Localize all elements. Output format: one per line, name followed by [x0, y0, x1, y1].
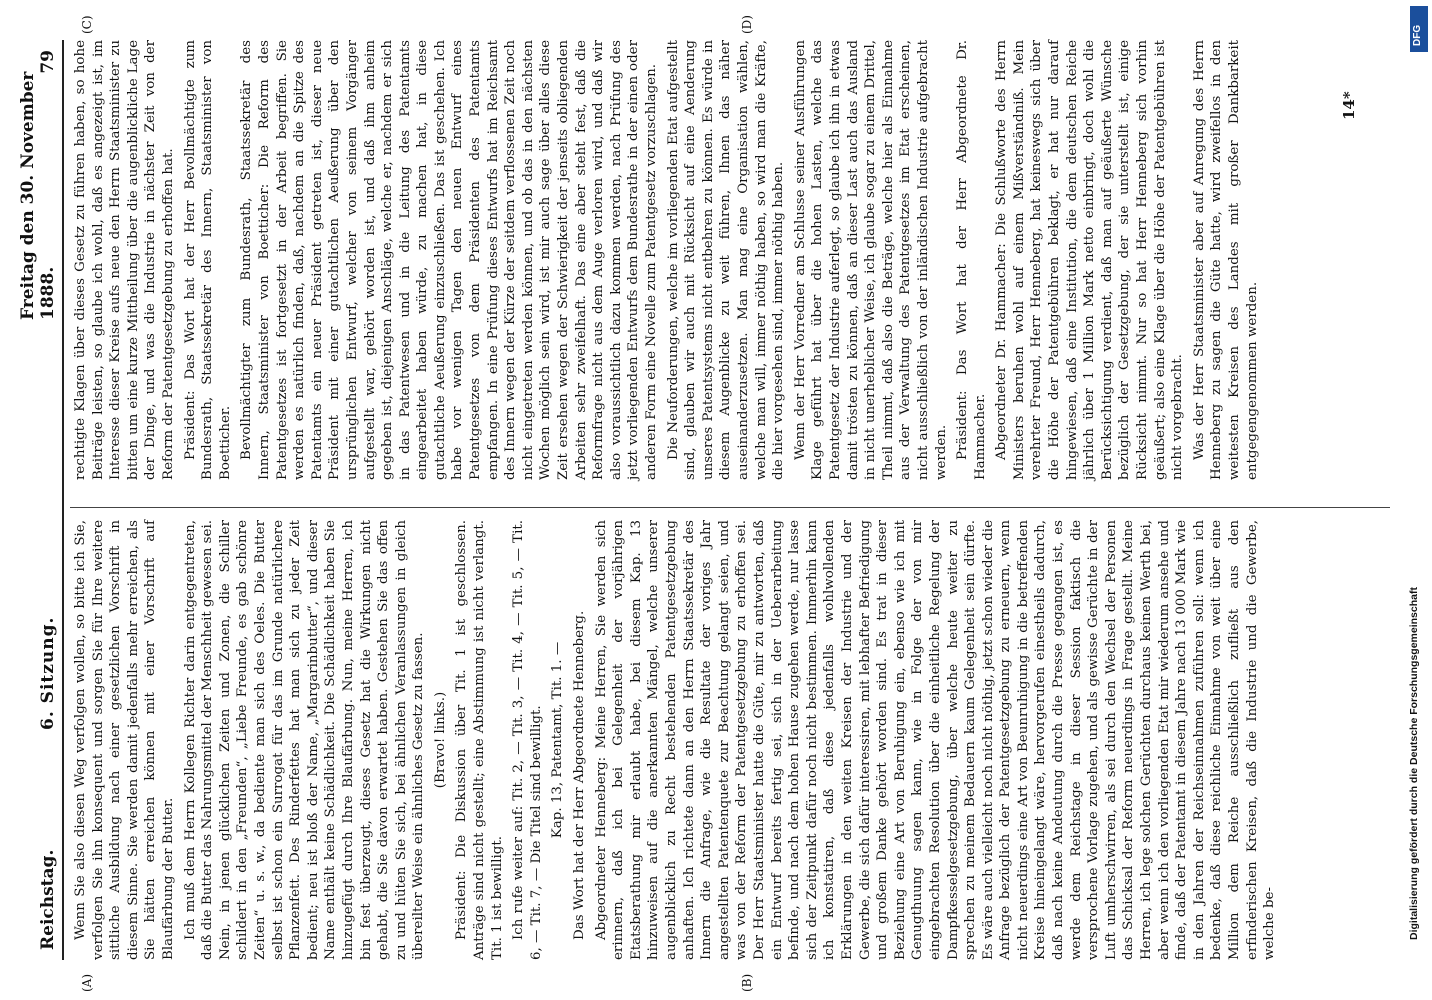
paragraph: rechtigte Klagen über dieses Gesetz zu führen haben, so hohe Beiträge leisten, so glaube ich wohl, daß es angezeigt ist, im Interesse dieser Kreise aufs neue den Herrn Staatsminister zu bitten um eine kurze Mittheilung über die augenblickliche Lage der Dinge, und was die Industrie in nächster Zeit von der Reform der Patentgesetzgebung zu erhoffen hat. [73, 40, 176, 480]
paragraph: Was der Herr Staatsminister aber auf Anregung des Herrn Henneberg zu sagen die Güte hatte, wird zweifellos in den weitesten Kreisen des Landes mit großer Dankbarkeit entgegengenommen werden. [1191, 40, 1260, 480]
marker-b: (B) [740, 973, 754, 992]
marker-d: (D) [740, 15, 754, 34]
applause-note: (Bravo! links.) [432, 691, 448, 789]
marker-a: (A) [80, 973, 94, 992]
digitization-note: Digitalisierung gefördert durch die Deutsche Forschungsgemeinschaft [1408, 587, 1420, 940]
paragraph: Ich muß dem Herrn Kollegen Richter darin entgegentreten, daß die Butter das Nahrungsmittel der Menschheit gewesen sei. Nein, in jenen glücklichen Zeiten und Zonen, die Schiller schildert in den „Freunden“, „Liebe Freunde, es gab schönre Zeiten“ u. s. w., da bediente man sich des Oeles. Die Butter selbst ist schon ein Surrogat für das im Grunde natürlichere Pflanzenfett. Des Rinderfettes hat man sich zu jeder Zeit bedient; neu ist bloß der Name, „Margarinbutter“, und dieser Name enthält keine Schädlichkeit. Die Schädlichkeit haben Sie hinzugefügt durch Ihre Blaufärbung. Nun, meine Herren, ich bin fest überzeugt, dieses Gesetz hat die Wirkungen nicht gehabt, die Sie davon erwartet haben. Gestehen Sie das offen zu und hüten Sie sich, bei ähnlichen Veranlassungen in gleich übereilter Weise ein ähnliches Gesetz zu fassen. [182, 520, 427, 960]
dfg-logo: DFG [1410, 6, 1428, 52]
paragraph: Präsident: Das Wort hat der Herr Bevollmächtigte zum Bundesrath, Staatssekretär des Innern, Staatsminister von Boetticher. [182, 40, 233, 480]
paragraph: Bevollmächtigter zum Bundesrath, Staatssekretär des Innern, Staatsminister von Boetticher: Die Reform des Patentgesetzes ist fortgesetzt in der Arbeit begriffen. Sie werden es natürlich finden, daß, nachdem an die Spitze des Patentamts ein neuer Präsident getreten ist, dieser neue Präsident mit einer gutachtlichen Aeußerung über den ursprünglichen Entwurf, welcher von seinem Vorgänger aufgestellt war, gehört worden ist, und daß ihm anheim gegeben ist, diejenigen Anschläge, welche er, nachdem er sich in das Patentwesen und in die Leitung des Patentamts eingearbeitet haben würde, zu machen hat, in diese gutachtliche Aeußerung einzuschließen. Das ist geschehen. Ich habe vor wenigen Tagen den neuen Entwurf eines Patentgesetzes von dem Präsidenten des Patentamts empfangen. In eine Prüfung dieses Entwurfs hat im Reichsamt des Innern wegen der Kürze der seitdem verflossenen Zeit noch nicht eingetreten werden können, und ob das in den nächsten Wochen möglich sein wird, ist mir auch sage über alles diese Zeit ersehen wegen der Schwierigkeit der jenseits obliegenden Arbeiten sehr zweifelhaft. Das eine aber steht fest, daß die Reformfrage nicht aus dem Auge verloren wird, und daß wir also voraussichtlich dazu kommen werden, nach Prüfung des jetzt vorliegenden Entwurfs dem Bundesrathe in der einen oder anderen Form eine Novelle zum Patentgesetz vorzuschlagen. [239, 40, 659, 480]
paragraph: Präsident: Das Wort hat der Herr Abgeordnete Dr. Hammacher. [955, 40, 988, 480]
paragraph: Ich rufe weiter auf: Tit. 2, — Tit. 3, — Tit. 4, — Tit. 5, — Tit. 6, — Tit. 7, — Die Titel sind bewilligt. [511, 520, 544, 960]
column-divider [70, 507, 1390, 508]
paragraph: Die Neuforderungen, welche im vorliegenden Etat aufgestellt sind, glauben wir auch mit Rücksicht auf eine Aenderung unseres Patentsystems nicht entbehren zu können. Es würde in diesem Augenblicke zu weit führen, Ihnen das näher auseinanderzusetzen. Man mag eine Organisation wählen, welche man will, immer nöthig haben, so wird man die Kräfte, die hier vorgesehen sind, immer nöthig haben. [665, 40, 787, 480]
signature-mark: 14* [1340, 91, 1358, 120]
paragraph: Präsident: Die Diskussion über Tit. 1 ist geschlossen. Anträge sind nicht gestellt; eine Abstimmung ist nicht verlangt. Tit. 1 ist bewilligt. [454, 520, 505, 960]
marker-c: (C) [80, 15, 94, 34]
page-number: 79 [38, 50, 58, 74]
header-session: 6. Sitzung. [38, 616, 58, 730]
paragraph: Wenn Sie also diesen Weg verfolgen wollen, so bitte ich Sie, verfolgen Sie ihn konsequent und sorgen Sie für Ihre weitere sittliche Ausbildung nach einer gesetzlichen Vorschrift in diesem Sinne. Sie werden damit jedenfalls mehr erreichen, als Sie hätten erreichen können mit einer Vorschrift auf Blaufärbung der Butter. [73, 520, 176, 960]
paragraph: Wenn der Herr Vorredner am Schlusse seiner Ausführungen Klage geführt hat über die hohen Lasten, welche das Patentgesetz der Industrie auferlegt, so glaube ich ihn in etwas damit trösten zu können, daß an dieser Last auch das Ausland in nicht unerheblicher Weise, ich glaube sogar zu einem Drittel, Theil nimmt, daß also die Beträge, welche hier als Einnahme aus der Verwaltung des Patentgesetzes im Etat erscheinen, nicht ausschließlich von der inländischen Industrie aufgebracht werden. [792, 40, 949, 480]
header-reichstag: Reichstag. [38, 849, 58, 950]
right-column [72, 40, 1265, 480]
left-column [72, 520, 1283, 960]
paragraph: Kap. 13, Patentamt, Tit. 1. — [550, 641, 566, 839]
paragraph: Abgeordneter Dr. Hammacher: Die Schlußworte des Herrn Ministers beruhen wohl auf einem Mißverständniß. Mein verehrter Freund, Herr Henneberg, hat keineswegs sich über die Höhe der Patentgebühren beklagt, er hat nur darauf hingewiesen, daß eine Institution, die dem deutschen Reiche jährlich über 1 Million Mark netto einbringt, doch wohl die Berücksichtigung verdient, daß man auf geäußerte Wünsche bezüglich der Gesetzgebung, der sie unterstellt ist, einige Rücksicht nimmt. Nur so hat Herr Henneberg sich vorhin geäußert; also eine Klage über die Höhe der Patentgebühren ist nicht vorgebracht. [994, 40, 1186, 480]
page-header [18, 40, 64, 960]
header-date: Freitag den 30. November 1888. [18, 71, 58, 320]
paragraph: Das Wort hat der Herr Abgeordnete Henneberg. [572, 610, 588, 940]
paragraph: Abgeordneter Henneberg: Meine Herren, Sie werden sich erinnern, daß ich bei Gelegenheit der vorjährigen Etatsberathung mir erlaubt habe, bei diesem Kap. 13 hinzuweisen auf die anerkannten Mängel, welche unserer augenblicklich zu Recht bestehenden Patentgesetzgebung anhaften. Ich richtete dann an den Herrn Staatssekretär des Innern die Anfrage, wie die Resultate der voriges Jahr angestellten Patentenquete zur Beachtung gelangt seien, und was von der Reform der Patentgesetzgebung zu erhoffen sei. Der Herr Staatsminister hatte die Güte, mir zu antworten, daß ein Entwurf bereits fertig sei, sich in der Ueberarbeitung befinde, und nach dem hohen Hause zugehen werde, nur lasse sich der Zeitpunkt dafür noch nicht bestimmen. Immerhin kann ich konstatiren, daß diese jedenfalls wohlwollenden Erklärungen in den weiten Kreisen der Industrie und der Gewerbe, die sich dafür interessiren, mit lebhafter Befriedigung und großem Danke gehört worden sind. Es trat in dieser Beziehung eine Art von Beruhigung ein, ebenso wie ich mit Genugthuung sagen kann, wie in Folge der von mir eingebrachten Resolution über die einheitliche Regelung der Dampfkesselgesetzgebung, über welche heute weiter zu sprechen zu meinem Bedauern kaum Gelegenheit sein dürfte. Es wäre auch vielleicht noch nicht nöthig, jetzt schon wieder die Anfrage bezüglich der Patentgesetzgebung zu erneuern, wenn nicht neuerdings eine Art von Beunruhigung in die betreffenden Kreise hineingelangt wäre, hervorgerufen einestheils dadurch, daß nach keine Andeutung durch die Presse gegangen ist, es werde dem Reichstage in dieser Session faktisch die versprochene Vorlage zugehen, und als gewisse Gerüchte in der Luft umherschwirren, als sei durch den Wechsel der Personen das Schicksal der Reform neuerdings in Frage gestellt. Meine Herren, ich lege solchen Gerüchten durchaus keinen Werth bei, aber wenn ich den vorliegenden Etat mir wiederum ansehe und finde, daß der Patentamt in diesem Jahre nach 13 000 Mark wie in den Jahren der Reichseinnahmen zuführen soll: wenn ich bedenke, daß diese reichliche Einnahme von weit über eine Million dem Reiche ausschließlich zufließt aus den erfinderischen Kreisen, daß die Industrie und die Gewerbe, welche be- [593, 520, 1278, 960]
